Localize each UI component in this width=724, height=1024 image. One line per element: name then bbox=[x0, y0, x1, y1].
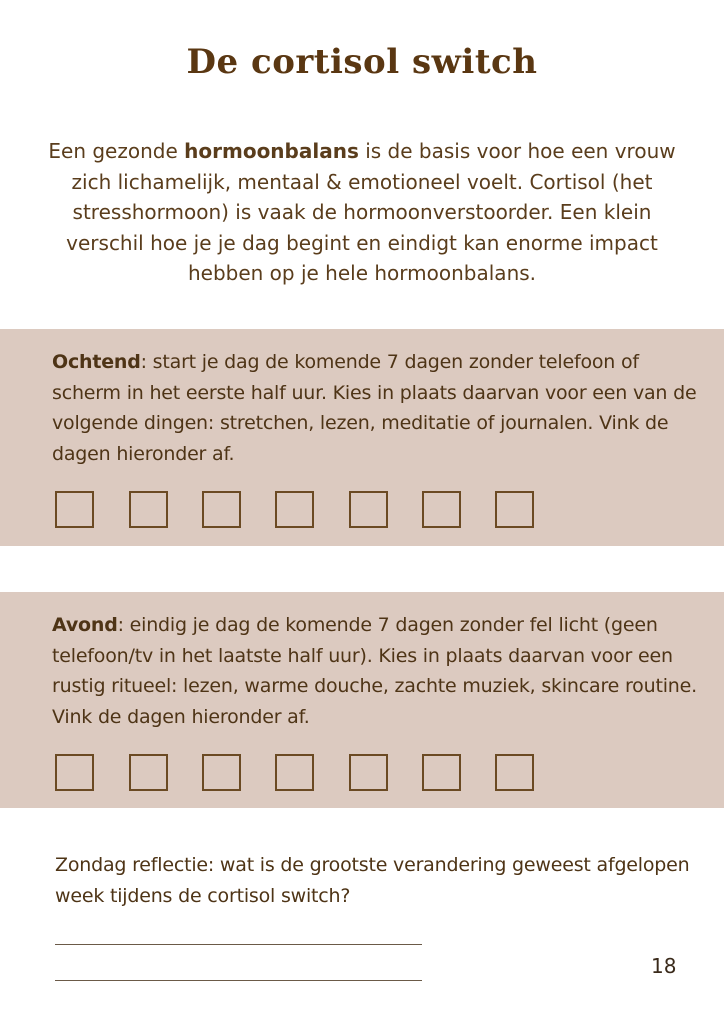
morning-checkbox-row bbox=[55, 491, 555, 533]
evening-day-5-checkbox[interactable] bbox=[349, 754, 388, 791]
intro-text-end: is de basis voor hoe een vrouw zich lichamelijk, mentaal & emotioneel voelt. Cortisol (het stresshormoon) is vaak de hormoonverstoorder. Een klein verschil hoe je je dag begint en eindigt kan enorme impact hebben op je hele hormoonbalans. bbox=[66, 139, 676, 285]
evening-day-3-checkbox[interactable] bbox=[202, 754, 241, 791]
evening-section bbox=[0, 592, 724, 808]
intro-paragraph bbox=[40, 136, 684, 289]
evening-label: Avond bbox=[52, 614, 118, 636]
answer-line-1[interactable] bbox=[55, 944, 422, 945]
evening-text: : eindig je dag de komende 7 dagen zonder fel licht (geen telefoon/tv in het laatste half uur). Kies in plaats daarvan voor een rustig ritueel: lezen, warme douche, zachte muziek, skincare routine. Vink de dagen hieronder af. bbox=[52, 614, 697, 728]
intro-highlight: hormoonbalans bbox=[184, 139, 359, 163]
answer-line-2[interactable] bbox=[55, 980, 422, 981]
intro-text-start: Een gezonde bbox=[48, 139, 185, 163]
evening-day-2-checkbox[interactable] bbox=[129, 754, 168, 791]
evening-day-6-checkbox[interactable] bbox=[422, 754, 461, 791]
evening-instructions bbox=[52, 610, 712, 732]
evening-checkbox-row bbox=[55, 754, 555, 796]
morning-day-5-checkbox[interactable] bbox=[349, 491, 388, 528]
evening-day-4-checkbox[interactable] bbox=[275, 754, 314, 791]
morning-day-3-checkbox[interactable] bbox=[202, 491, 241, 528]
evening-day-7-checkbox[interactable] bbox=[495, 754, 534, 791]
page-title: De cortisol switch bbox=[186, 42, 538, 82]
morning-day-1-checkbox[interactable] bbox=[55, 491, 94, 528]
morning-section bbox=[0, 329, 724, 546]
morning-day-2-checkbox[interactable] bbox=[129, 491, 168, 528]
morning-day-4-checkbox[interactable] bbox=[275, 491, 314, 528]
evening-day-1-checkbox[interactable] bbox=[55, 754, 94, 791]
morning-day-7-checkbox[interactable] bbox=[495, 491, 534, 528]
morning-day-6-checkbox[interactable] bbox=[422, 491, 461, 528]
reflection-question: Zondag reflectie: wat is de grootste verandering geweest afgelopen week tijdens de cortisol switch? bbox=[55, 854, 690, 907]
morning-instructions bbox=[52, 347, 712, 469]
morning-label: Ochtend bbox=[52, 351, 141, 373]
morning-text: : start je dag de komende 7 dagen zonder telefoon of scherm in het eerste half uur. Kies in plaats daarvan voor een van de volgende dingen: stretchen, lezen, meditatie of journalen. Vink de dagen hieronder af. bbox=[52, 351, 697, 465]
page-number: 18 bbox=[651, 954, 677, 978]
